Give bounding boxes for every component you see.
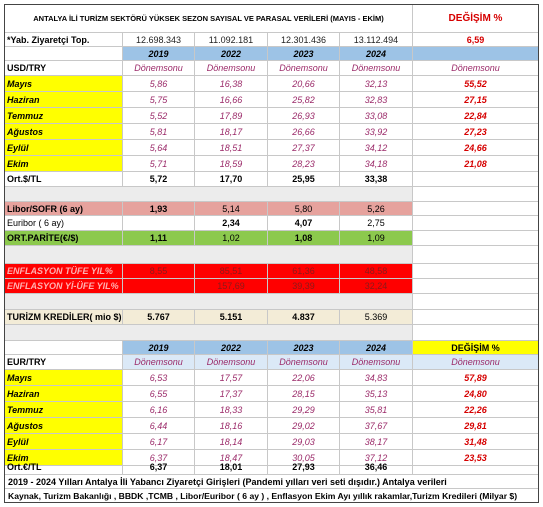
eur-row	[5, 402, 538, 418]
usd-row	[5, 140, 538, 156]
rate-cell: 5,52	[123, 108, 195, 124]
parite-label: ORT.PARİTE(€/$)	[5, 231, 123, 246]
year-2019: 2019	[123, 47, 195, 61]
period-label: Dönemsonu	[413, 61, 538, 76]
rate-cell: 17,37	[195, 386, 268, 402]
tufe-2024: 48,58	[340, 264, 413, 279]
kredi-2024: 5.369	[340, 310, 413, 325]
rate-cell: 26,93	[268, 108, 340, 124]
rate-cell: 38,17	[340, 434, 413, 450]
eur-avg-2022: 18,01	[195, 460, 268, 475]
month-label: Ağustos	[5, 418, 123, 434]
rate-cell: 6,37	[123, 450, 195, 466]
data-sheet	[4, 4, 539, 503]
eur-avg-2019: 6,37	[123, 460, 195, 475]
visitors-2023: 12.301.436	[268, 33, 340, 47]
rate-cell: 18,14	[195, 434, 268, 450]
change-cell: 22,26	[413, 402, 538, 418]
euribor-2024: 2,75	[340, 216, 413, 231]
usd-header-row	[5, 61, 538, 76]
euribor-label: Euribor ( 6 ay)	[5, 216, 123, 231]
month-label: Temmuz	[5, 108, 123, 124]
period-label: Dönemsonu	[123, 355, 195, 370]
rate-cell: 37,67	[340, 418, 413, 434]
eur-year-header-row	[5, 341, 538, 355]
eur-label: EUR/TRY	[5, 355, 123, 370]
rate-cell: 16,66	[195, 92, 268, 108]
change-cell: 27,15	[413, 92, 538, 108]
period-label: Dönemsonu	[413, 355, 538, 370]
rate-cell: 5,86	[123, 76, 195, 92]
period-label: Dönemsonu	[195, 355, 268, 370]
eur-year-2022: 2022	[195, 341, 268, 355]
rate-cell: 18,47	[195, 450, 268, 466]
period-label: Dönemsonu	[195, 61, 268, 76]
change-cell: 27,23	[413, 124, 538, 140]
visitors-change: 6,59	[413, 33, 538, 47]
year-2024: 2024	[340, 47, 413, 61]
rate-cell: 37,12	[340, 450, 413, 466]
eur-header-row	[5, 355, 538, 370]
rate-cell: 30,05	[268, 450, 340, 466]
kredi-2022: 5.151	[195, 310, 268, 325]
rate-cell: 20,66	[268, 76, 340, 92]
rate-cell: 28,15	[268, 386, 340, 402]
eur-row	[5, 434, 538, 450]
rate-cell: 17,57	[195, 370, 268, 386]
tufe-2023: 61,36	[268, 264, 340, 279]
visitors-2019: 12.698.343	[123, 33, 195, 47]
usd-row	[5, 156, 538, 172]
change-cell: 57,89	[413, 370, 538, 386]
rate-cell: 32,83	[340, 92, 413, 108]
change-cell: 21,08	[413, 156, 538, 172]
rate-cell: 5,71	[123, 156, 195, 172]
rate-cell: 6,16	[123, 402, 195, 418]
rate-cell: 27,37	[268, 140, 340, 156]
euribor-row	[5, 216, 538, 231]
parite-row	[5, 231, 538, 246]
ufe-label: ENFLASYON Yİ-ÜFE YIL%	[5, 279, 123, 294]
libor-2019: 1,93	[123, 202, 195, 216]
visitors-2022: 11.092.181	[195, 33, 268, 47]
year-header-row	[5, 47, 538, 61]
rate-cell: 16,38	[195, 76, 268, 92]
usd-avg-2023: 25,95	[268, 172, 340, 187]
rate-cell: 18,17	[195, 124, 268, 140]
usd-row	[5, 124, 538, 140]
usd-avg-row	[5, 172, 538, 187]
tufe-2022: 85,51	[195, 264, 268, 279]
tufe-label: ENFLASYON TÜFE YIL%	[5, 264, 123, 279]
rate-cell: 5,64	[123, 140, 195, 156]
change-cell: 22,84	[413, 108, 538, 124]
rate-cell: 33,92	[340, 124, 413, 140]
ufe-2023: 39,39	[268, 279, 340, 294]
ufe-2022: 157,69	[195, 279, 268, 294]
libor-2022: 5,14	[195, 202, 268, 216]
rate-cell: 5,81	[123, 124, 195, 140]
rate-cell: 18,33	[195, 402, 268, 418]
usd-avg-2024: 33,38	[340, 172, 413, 187]
rate-cell: 34,83	[340, 370, 413, 386]
rate-cell: 18,16	[195, 418, 268, 434]
rate-cell: 6,17	[123, 434, 195, 450]
rate-cell: 17,89	[195, 108, 268, 124]
libor-row	[5, 202, 538, 216]
eur-row	[5, 370, 538, 386]
sheet-title: ANTALYA İLİ TURİZM SEKTÖRÜ YÜKSEK SEZON SAYISAL VE PARASAL VERİLERİ (MAYIS - EKİM)	[5, 5, 413, 33]
rate-cell: 6,55	[123, 386, 195, 402]
usd-row	[5, 92, 538, 108]
rate-cell: 34,18	[340, 156, 413, 172]
ufe-2024: 32,24	[340, 279, 413, 294]
parite-2022: 1,02	[195, 231, 268, 246]
ufe-2019	[123, 279, 195, 294]
period-label: Dönemsonu	[340, 61, 413, 76]
kredi-row	[5, 310, 538, 325]
month-label: Mayıs	[5, 370, 123, 386]
eur-year-2023: 2023	[268, 341, 340, 355]
period-label: Dönemsonu	[340, 355, 413, 370]
usd-label: USD/TRY	[5, 61, 123, 76]
period-label: Dönemsonu	[123, 61, 195, 76]
rate-cell: 32,13	[340, 76, 413, 92]
visitors-2024: 13.112.494	[340, 33, 413, 47]
month-label: Ekim	[5, 450, 123, 466]
euribor-2019	[123, 216, 195, 231]
year-2023: 2023	[268, 47, 340, 61]
rate-cell: 26,66	[268, 124, 340, 140]
month-label: Haziran	[5, 92, 123, 108]
usd-avg-2022: 17,70	[195, 172, 268, 187]
libor-2023: 5,80	[268, 202, 340, 216]
tufe-row	[5, 264, 538, 279]
usd-avg-2019: 5,72	[123, 172, 195, 187]
rate-cell: 25,82	[268, 92, 340, 108]
month-label: Haziran	[5, 386, 123, 402]
footnote-1: 2019 - 2024 Yılları Antalya İli Yabancı Ziyaretçi Girişleri (Pandemi yılları veri seti dışıdır.) Antalya verileri	[5, 475, 538, 489]
eur-year-2019: 2019	[123, 341, 195, 355]
usd-avg-label: Ort.$/TL	[5, 172, 123, 187]
euribor-2022: 2,34	[195, 216, 268, 231]
libor-label: Libor/SOFR (6 ay)	[5, 202, 123, 216]
period-label: Dönemsonu	[268, 61, 340, 76]
rate-cell: 33,08	[340, 108, 413, 124]
euribor-2023: 4,07	[268, 216, 340, 231]
change-cell: 31,48	[413, 434, 538, 450]
change-cell: 55,52	[413, 76, 538, 92]
rate-cell: 28,23	[268, 156, 340, 172]
change-header: DEĞİŞİM %	[413, 5, 538, 33]
kredi-2023: 4.837	[268, 310, 340, 325]
change-cell: 23,53	[413, 450, 538, 466]
libor-2024: 5,26	[340, 202, 413, 216]
rate-cell: 35,13	[340, 386, 413, 402]
parite-2023: 1,08	[268, 231, 340, 246]
eur-avg-2023: 27,93	[268, 460, 340, 475]
kredi-label: TURİZM KREDİLER( mio $)	[5, 310, 123, 325]
parite-2024: 1,09	[340, 231, 413, 246]
eur-row	[5, 386, 538, 402]
usd-row	[5, 76, 538, 92]
rate-cell: 6,44	[123, 418, 195, 434]
month-label: Eylül	[5, 434, 123, 450]
rate-cell: 35,81	[340, 402, 413, 418]
tufe-2019: 8,55	[123, 264, 195, 279]
period-label: Dönemsonu	[268, 355, 340, 370]
eur-avg-2024: 36,46	[340, 460, 413, 475]
month-label: Mayıs	[5, 76, 123, 92]
change-cell: 29,81	[413, 418, 538, 434]
rate-cell: 22,06	[268, 370, 340, 386]
month-label: Ağustos	[5, 124, 123, 140]
rate-cell: 18,51	[195, 140, 268, 156]
eur-avg-label: Ort.€/TL	[5, 460, 123, 475]
ufe-row	[5, 279, 538, 294]
kredi-2019: 5.767	[123, 310, 195, 325]
rate-cell: 29,03	[268, 434, 340, 450]
month-label: Ekim	[5, 156, 123, 172]
usd-row	[5, 108, 538, 124]
month-label: Temmuz	[5, 402, 123, 418]
eur-change-header: DEĞİŞİM %	[413, 341, 538, 355]
eur-avg-row	[5, 460, 538, 475]
change-cell: 24,80	[413, 386, 538, 402]
rate-cell: 29,29	[268, 402, 340, 418]
year-2022: 2022	[195, 47, 268, 61]
eur-row	[5, 418, 538, 434]
eur-year-2024: 2024	[340, 341, 413, 355]
month-label: Eylül	[5, 140, 123, 156]
parite-2019: 1,11	[123, 231, 195, 246]
rate-cell: 34,12	[340, 140, 413, 156]
rate-cell: 18,59	[195, 156, 268, 172]
visitors-label: *Yab. Ziyaretçi Top.	[5, 33, 123, 47]
footnote-2: Kaynak, Turizm Bakanlığı , BBDK ,TCMB , Libor/Euribor ( 6 ay ) , Enflasyon Ekim Ayı yıllık rakamlar,Turizm Kredileri (Milyar $)	[8, 490, 518, 501]
rate-cell: 29,02	[268, 418, 340, 434]
rate-cell: 6,53	[123, 370, 195, 386]
title-row	[5, 5, 538, 33]
change-cell: 24,66	[413, 140, 538, 156]
rate-cell: 5,75	[123, 92, 195, 108]
visitors-row	[5, 33, 538, 47]
